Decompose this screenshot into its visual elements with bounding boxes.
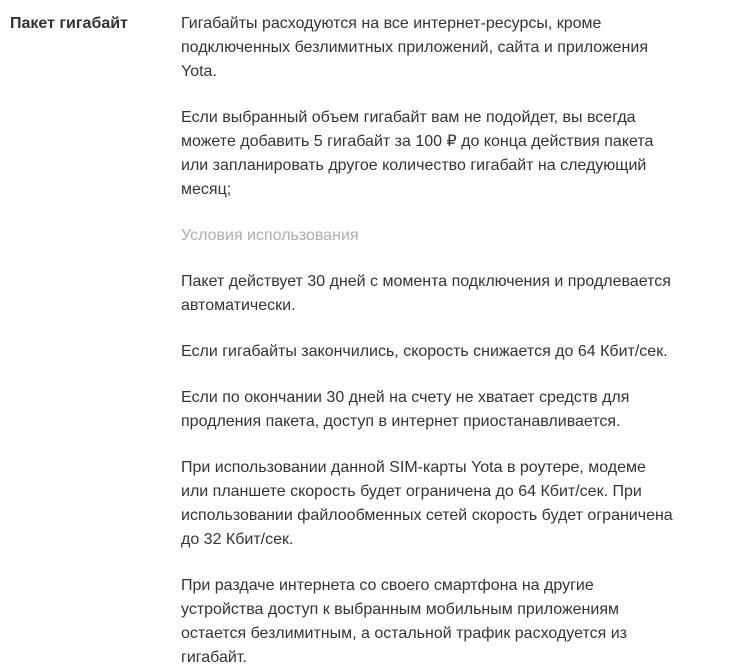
paragraph-insufficient-funds: Если по окончании 30 дней на счету не хватает средств для продления пакета, доступ в интернет приостанавливается.	[181, 389, 630, 430]
paragraph-tethering: При раздаче интернета со своего смартфона на другие устройства доступ к выбранным мобильным приложениям остается безлимитным, а остальной трафик расходуется из гигабайт.	[181, 577, 627, 666]
paragraph-add-gigabytes: Если выбранный объем гигабайт вам не подойдет, вы всегда можете добавить 5 гигабайт за 100 ₽ до конца действия пакета или запланировать другое количество гигабайт на следующий месяц;	[181, 109, 654, 198]
section-title: Пакет гигабайт	[10, 15, 128, 32]
section-title-column	[10, 12, 181, 36]
paragraph-package-duration: Пакет действует 30 дней с момента подключения и продлевается автоматически.	[181, 273, 671, 314]
paragraph-sim-in-router: При использовании данной SIM-карты Yota в роутере, модеме или планшете скорость будет ограничена до 64 Кбит/сек. При использовании файлообменных сетей скорость будет ограничена до 32 Кбит/сек.	[181, 459, 673, 548]
terms-subheading: Условия использования	[181, 227, 359, 244]
section-body-column	[181, 12, 673, 670]
paragraph-gigabytes-usage: Гигабайты расходуются на все интернет-ресурсы, кроме подключенных безлимитных приложений, сайта и приложения Yota.	[181, 15, 648, 80]
paragraph-speed-after-limit: Если гигабайты закончились, скорость снижается до 64 Кбит/сек.	[181, 343, 668, 360]
